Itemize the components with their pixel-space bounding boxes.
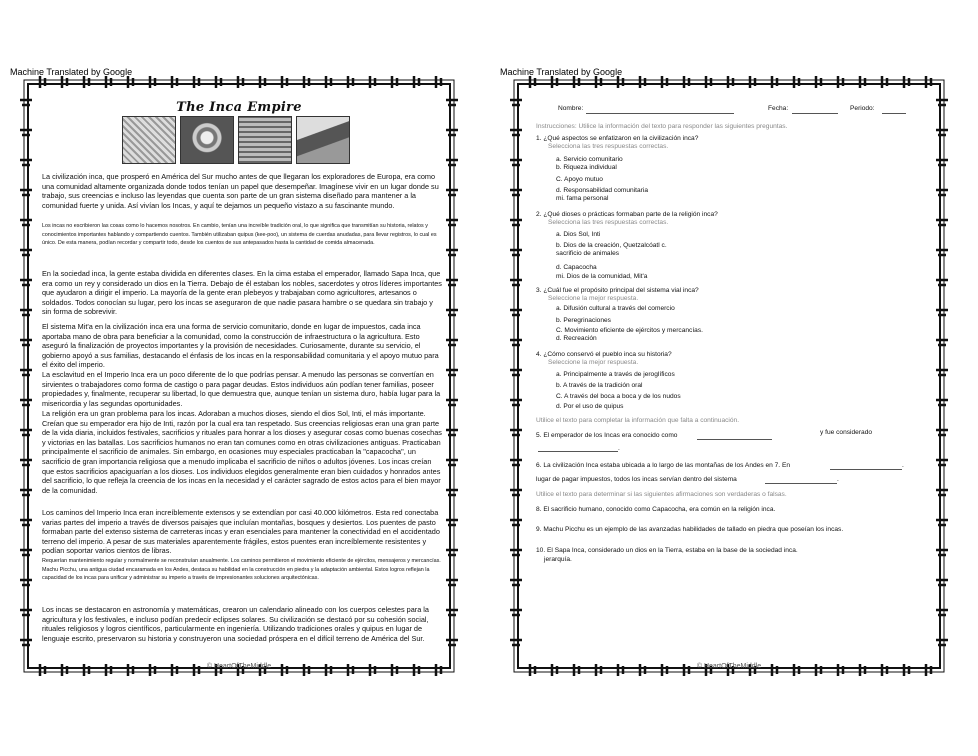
date-field[interactable] [792, 113, 838, 114]
q1-option-a[interactable]: a. Servicio comunitario [556, 156, 623, 163]
footer-credit: © HeartOfTheMiddle [206, 663, 272, 670]
q5-blank-2[interactable] [538, 451, 618, 452]
paragraph-7: Los caminos del Imperio Inca eran increíblemente extensos y se extendían por casi 40.000 kilómetros. Esta red conectaba varias partes del imperio a través de diversos paisajes que incluían montañas, bosques y desiertos. Los puentes de pasto formaban parte del extenso sistema de carreteras incas y eran esenciales para mantener la conectividad en el accidentado terreno del imperio. A pesar de sus materiales aparentemente frágiles, estos puentes eran increíblemente resistentes y podían soportar varios cientos de libras. [42, 508, 440, 556]
name-label: Nombre: [558, 105, 584, 112]
question-3-hint: Seleccione la mejor respuesta. [548, 295, 639, 302]
question-10-cont: jerarquía. [544, 556, 572, 563]
q1-option-d[interactable]: d. Responsabilidad comunitaria [556, 187, 649, 194]
q3-option-c[interactable]: C. Movimiento eficiente de ejércitos y mercancías. [556, 327, 703, 334]
true-false-instructions: Utilice el texto para determinar si las siguientes afirmaciones son verdaderas o falsas. [536, 491, 787, 498]
instructions: Instrucciones: Utilice la información del texto para responder las siguientes preguntas. [536, 123, 788, 130]
paragraph-4: El sistema Mit'a en la civilización inca era una forma de servicio comunitario, donde en lugar de impuestos, cada inca aportaba mano de obra para beneficiar a la comunidad, como la construcción de infraestructura o la agricultura. Esto aseguró la finalización de proyectos importantes y la provisión de necesidades. Curiosamente, durante su servicio, el gobierno apoyó a sus familias, destacando el énfasis de los incas en la responsabilidad comunitaria y el apoyo mutuo para el éxito del imperio. [42, 322, 439, 370]
question-3: 3. ¿Cuál fue el propósito principal del sistema vial inca? [536, 287, 699, 294]
question-4: 4. ¿Cómo conservó el pueblo inca su historia? [536, 351, 672, 358]
q4-option-b[interactable]: b. A través de la tradición oral [556, 382, 643, 389]
q3-option-a[interactable]: a. Difusión cultural a través del comercio [556, 305, 675, 312]
fill-in-instructions: Utilice el texto para completar la información que falta a continuación. [536, 417, 740, 424]
q2-option-b[interactable]: b. Dios de la creación, Quetzalcóatl c. [556, 242, 667, 249]
q7-blank[interactable] [765, 483, 837, 484]
worksheet-page [510, 76, 948, 676]
q1-option-b[interactable]: b. Riqueza individual [556, 164, 617, 171]
question-9: 9. Machu Picchu es un ejemplo de las avanzadas habilidades de tallado en piedra que poseían los incas. [536, 526, 844, 533]
machu-picchu-image [296, 116, 350, 164]
paragraph-9: Los incas se destacaron en astronomía y matemáticas, crearon un calendario alineado con los cuerpos celestes para la agricultura y los festivales, e incluso podían predecir eclipses solares. Su civilización se destacó por su cohesión social, rituales religiosos y logros científicos, particularmente en ingeniería. Utilizando tradiciones orales y quipus en lugar de lenguaje escrito, preservaron su historia y construyeron una sociedad próspera en el difícil terreno de América del Sur. [42, 605, 429, 643]
question-6-end: . [902, 462, 904, 469]
question-5-cont: y fue considerado [820, 429, 873, 436]
question-1-hint: Selecciona las tres respuestas correctas. [548, 143, 669, 150]
q1-option-e[interactable]: mi. fama personal [556, 195, 609, 202]
question-4-hint: Seleccione la mejor respuesta. [548, 359, 639, 366]
question-7: lugar de pagar impuestos, todos los incas servían dentro del sistema [536, 476, 737, 483]
q2-option-c[interactable]: sacrificio de animales [556, 250, 620, 257]
q4-option-c[interactable]: C. A través del boca a boca y de los nudos [556, 393, 681, 400]
paragraph-3: En la sociedad inca, la gente estaba dividida en diferentes clases. En la cima estaba el emperador, llamado Sapa Inca, que era como un rey y considerado un dios en la Tierra. Debajo de él estaban los nobles, sacerdotes y otros líderes importantes que ayudaron a dirigir el imperio. La mayoría de la gente eran plebeyos y trabajaban como agricultores, artesanos o soldados. Todos conocían su lugar, pero los incas se aseguraron de que nadie pasara hambre o se quedara sin trabajo y sin forma de sobrevivir. [42, 269, 442, 317]
question-2-hint: Selecciona las tres respuestas correctas. [548, 219, 669, 226]
period-label: Periodo: [850, 105, 875, 112]
q6-blank[interactable] [830, 469, 902, 470]
q3-option-b[interactable]: b. Peregrinaciones [556, 317, 611, 324]
q1-option-c[interactable]: C. Apoyo mutuo [556, 176, 603, 183]
name-field[interactable] [586, 113, 734, 114]
question-1: 1. ¿Qué aspectos se enfatizaron en la civilización inca? [536, 135, 699, 142]
paragraph-2: Los incas no escribieron las cosas como lo hacemos nosotros. En cambio, tenían una increíble tradición oral, lo que significa que transmitían su historia, relatos y conocimientos importantes hablando y compartiendo cuentos. También utilizaban quipus (kee-poo), un sistema de cuerdas anudadas, para llevar registros, lo cual es único. De esta manera, podían recordar y compartir todo, desde los cuentos de sus antepasados hasta la cantidad de comida almacenada. [42, 223, 437, 247]
question-6: 6. La civilización Inca estaba ubicada a lo largo de las montañas de los Andes en 7. En [536, 462, 791, 469]
question-8: 8. El sacrificio humano, conocido como Capacocha, era común en la religión inca. [536, 506, 776, 513]
page-title: The Inca Empire [176, 100, 302, 115]
q5-blank-1[interactable] [697, 439, 772, 440]
question-5-end: . [618, 445, 620, 452]
machine-translated-label-left: Machine Translated by Google [10, 67, 133, 77]
sun-god-image [180, 116, 234, 164]
stonework-image [238, 116, 292, 164]
paragraph-1: La civilización inca, que prosperó en América del Sur mucho antes de que llegaran los exploradores de Europa, era como una comunidad altamente organizada donde todos tenían un papel que desempeñar. Imagínese vivir en un lugar donde su trabajo, sus creencias e incluso las leyendas que cuenta son parte de un gran sistema diseñado para mantener a la comunidad fuerte y unida. Así vivían los Incas, y aquí te dejamos un pequeño vistazo a su fascinante mundo. [42, 172, 439, 210]
footer-credit: © HeartOfTheMiddle [696, 663, 762, 670]
question-10: 10. El Sapa Inca, considerado un dios en la Tierra, estaba en la base de la sociedad inca. [536, 547, 798, 554]
q2-option-d[interactable]: d. Capacocha [556, 264, 597, 271]
q2-option-a[interactable]: a. Dios Sol, Inti [556, 231, 601, 238]
q4-option-d[interactable]: d. Por el uso de quipus [556, 403, 624, 410]
paragraph-5: La esclavitud en el Imperio Inca era un poco diferente de lo que podrías pensar. A menudo las personas se convertían en sirvientes o trabajadores como forma de castigo o para pagar deudas. Estos individuos aún podían tener familias, poseer propiedades y, finalmente, recuperar su libertad, lo que demuestra que, aunque tenían un sistema duro, había lugar para la misericordia y las segundas oportunidades. [42, 370, 441, 408]
q3-option-d[interactable]: d. Recreación [556, 335, 597, 342]
question-5: 5. El emperador de los Incas era conocido como [536, 432, 678, 439]
paragraph-8: Requerían mantenimiento regular y normalmente se reconstruían anualmente. Los caminos permitieron el movimiento eficiente de ejércitos, mensajeros y mercancías. Machu Picchu, una antigua ciudad encaramada en los Andes, destaca su habilidad en la construcción en piedra y la adaptación ambiental. Estos logros reflejan la capacidad de los incas para unificar y administrar su imperio a través de impresionantes soluciones arquitectónicas. [42, 558, 441, 582]
illustration-strip [122, 116, 350, 164]
period-field[interactable] [882, 113, 906, 114]
question-7-end: . [837, 476, 839, 483]
date-label: Fecha: [768, 105, 789, 112]
quipu-image [122, 116, 176, 164]
paragraph-6: La religión era un gran problema para los incas. Adoraban a muchos dioses, siendo el dios Sol, Inti, el más importante. Creían que su emperador era hijo de Inti, razón por la cual era tan respetado. Sus creencias religiosas eran una gran parte de la vida diaria, incluidos festivales, sacrificios y rituales para honrar a los dioses y asegurar cosas como buenas cosechas y victorias en las batallas. Los sacrificios humanos no eran tan comunes como en otras civilizaciones antiguas. Practicaban principalmente el sacrificio de animales. Sin embargo, en ocasiones muy especiales practicaban la "capacocha", un sacrificio de gran importancia religiosa que a menudo implicaba el sacrificio de niños o adultos jóvenes. Los incas creían que estos sacrificios apaciguarían a los dioses. Los individuos elegidos generalmente eran bien cuidados y honrados antes del sacrificio, lo que refleja la creencia de los incas en la necesidad y el carácter sagrado de estos actos para el bien mayor de la comunidad. [42, 409, 442, 495]
q4-option-a[interactable]: a. Principalmente a través de jeroglíficos [556, 371, 675, 378]
machine-translated-label-right: Machine Translated by Google [500, 67, 623, 77]
reading-page [20, 76, 458, 676]
q2-option-e[interactable]: mi. Dios de la comunidad, Mit'a [556, 273, 648, 280]
question-2: 2. ¿Qué dioses o prácticas formaban parte de la religión inca? [536, 211, 718, 218]
